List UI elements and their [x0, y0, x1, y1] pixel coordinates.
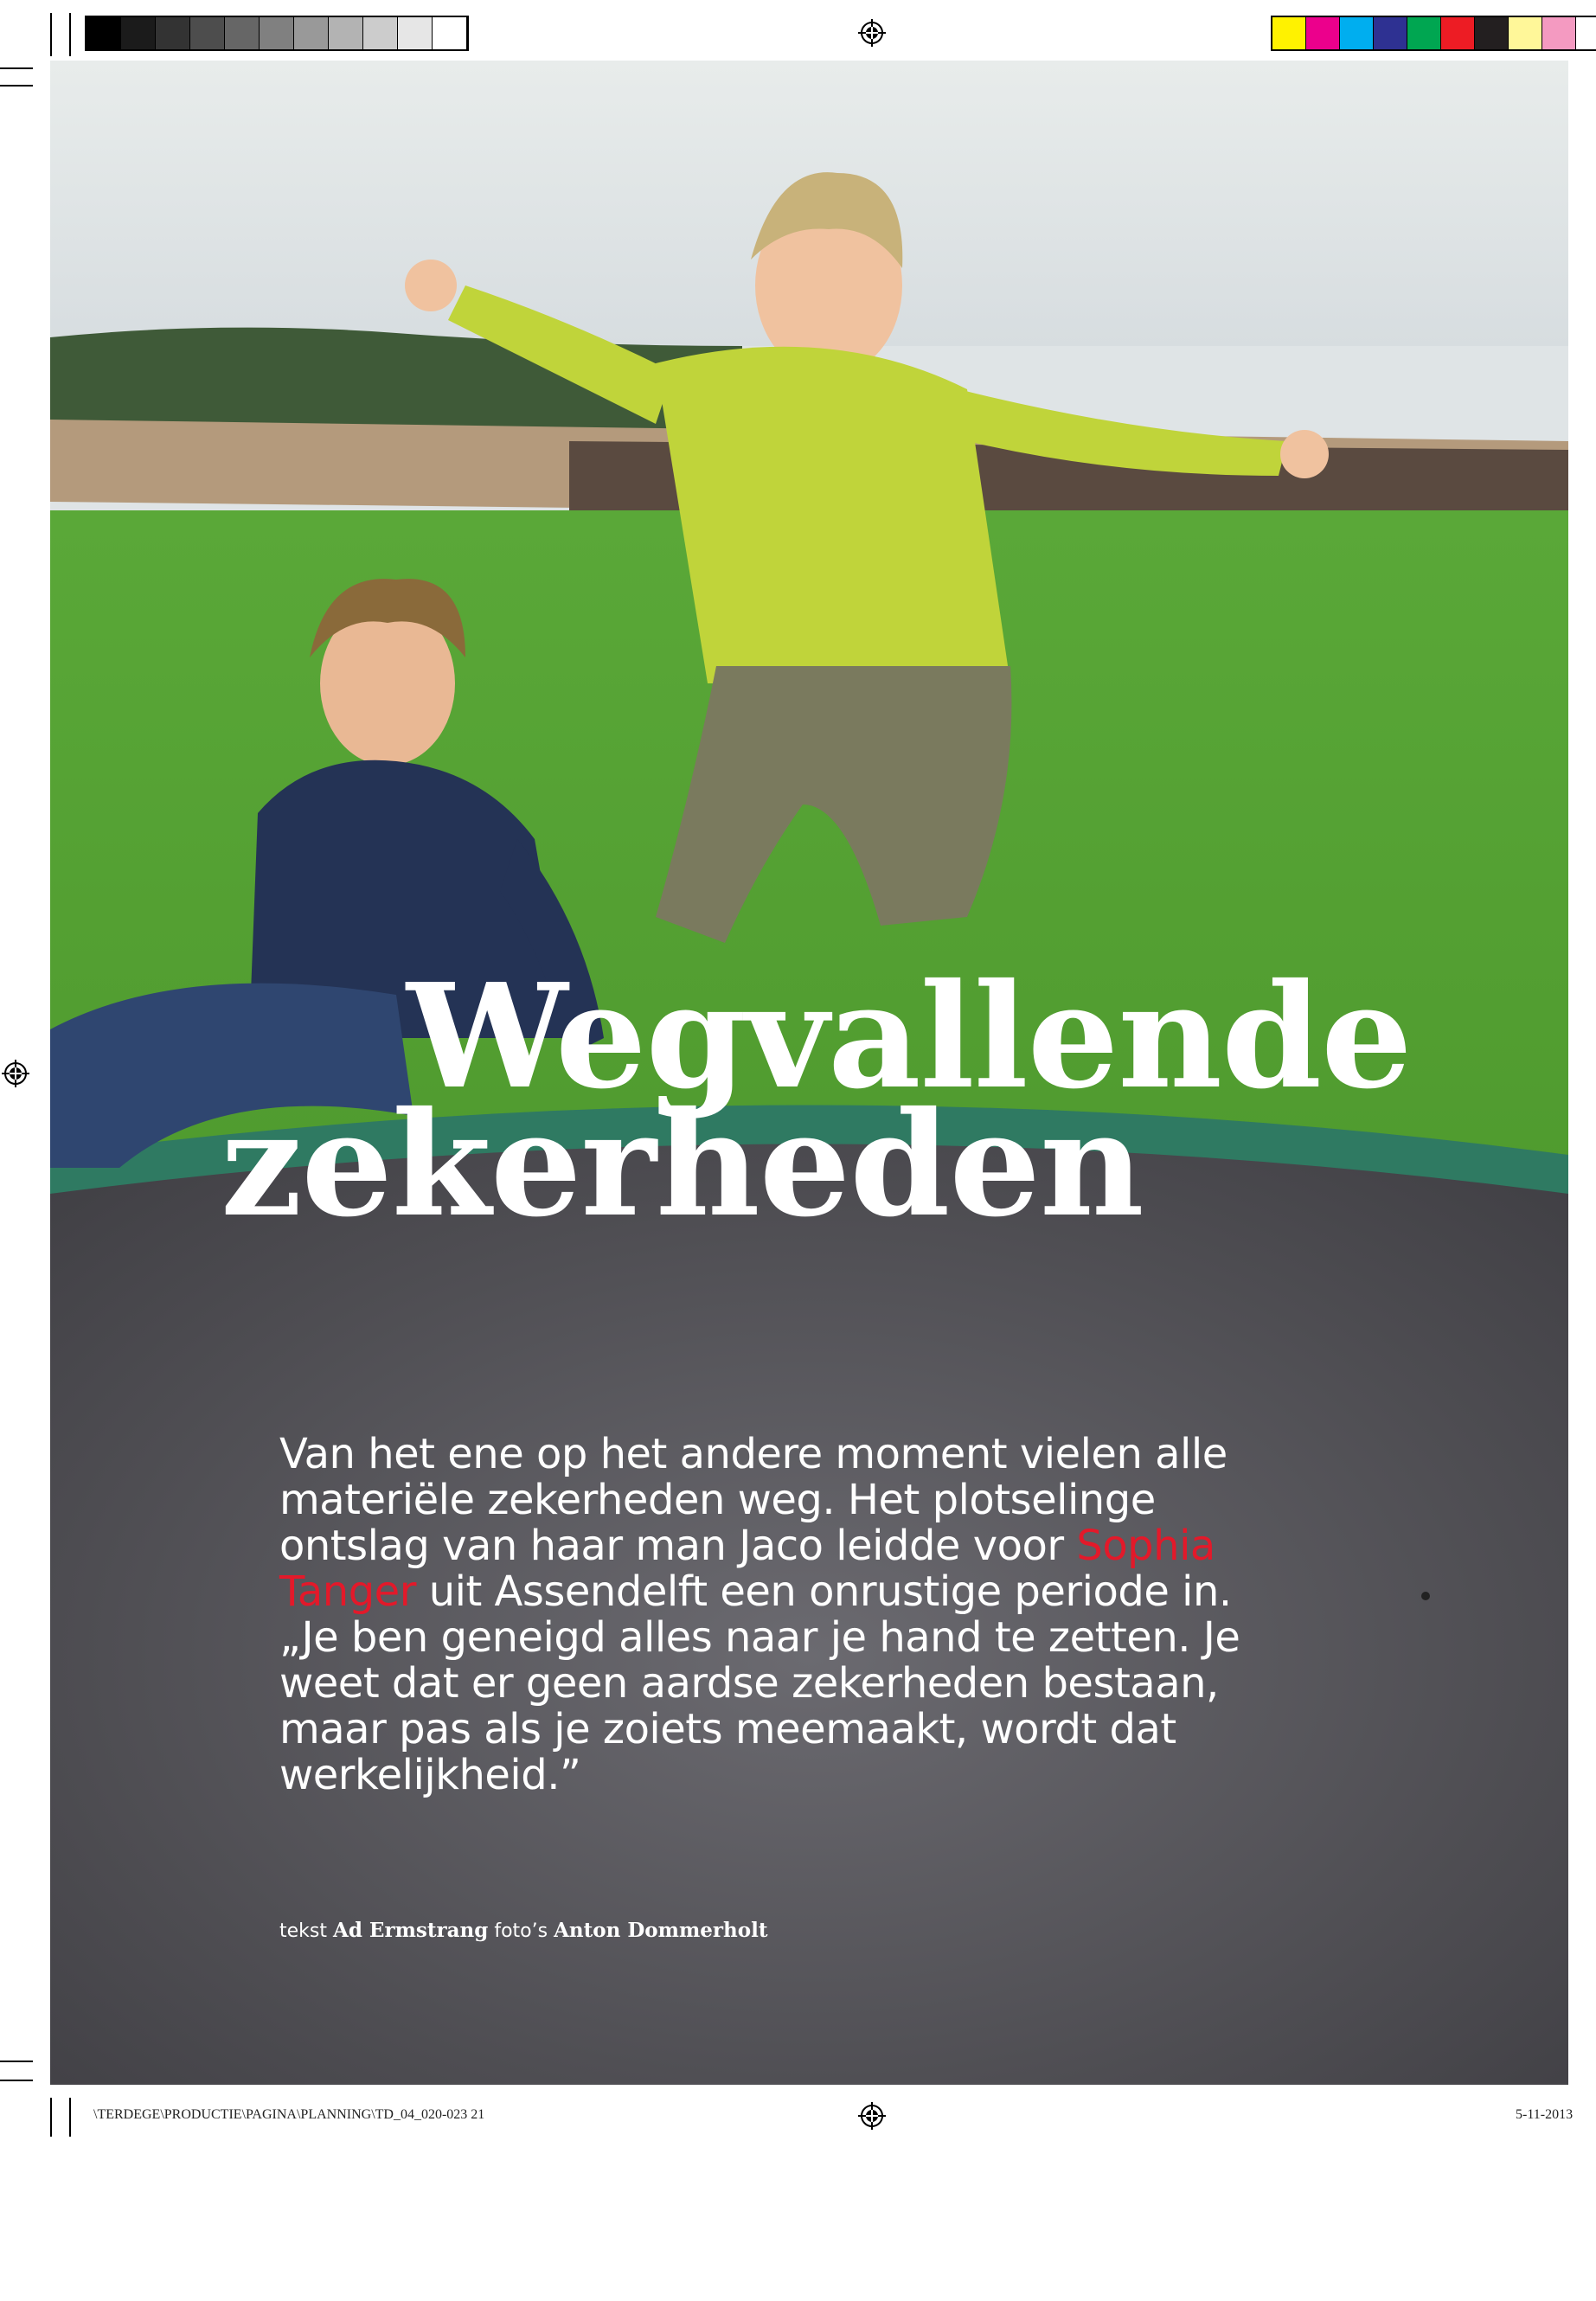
credit-text-label: tekst: [279, 1920, 327, 1942]
hero-photo: [50, 61, 1568, 2085]
grayscale-calibration-bar: [85, 16, 469, 51]
gray-swatch: [121, 17, 156, 49]
credit-text-name: Ad Ermstrang: [333, 1919, 489, 1942]
crop-mark: [0, 67, 33, 69]
gray-swatch: [329, 17, 363, 49]
color-swatch: [1542, 17, 1576, 49]
credit-photo-name: Anton Dommerholt: [554, 1919, 768, 1942]
footer-file-path: \TERDEGE\PRODUCTIE\PAGINA\PLANNING\TD_04_020-023 21: [93, 2107, 485, 2122]
gray-swatch: [225, 17, 260, 49]
color-swatch: [1306, 17, 1340, 49]
color-calibration-bar: [1271, 16, 1596, 51]
color-swatch: [1509, 17, 1542, 49]
article-title-line2: zekerheden: [221, 1080, 1144, 1249]
article-title-line1: Wegvallende: [407, 952, 1412, 1121]
gray-swatch: [294, 17, 329, 49]
crop-mark: [69, 2098, 71, 2137]
crop-mark: [0, 85, 33, 87]
color-swatch: [1374, 17, 1407, 49]
color-swatch: [1272, 17, 1306, 49]
gray-swatch: [363, 17, 398, 49]
intro-text: Van het ene op het andere moment vielen alle materiële zekerheden weg. Het plotselinge ontslag van haar man Jaco leidde voor: [279, 1430, 1227, 1570]
registration-mark-icon: [2, 1060, 29, 1087]
gray-swatch: [433, 17, 467, 49]
crop-mark: [69, 13, 71, 56]
color-swatch: [1407, 17, 1441, 49]
article-intro: [279, 1432, 1266, 1798]
crop-mark: [50, 13, 52, 56]
credit-photo-label: foto’s: [494, 1920, 548, 1942]
crop-mark: [50, 2098, 52, 2137]
color-swatch: [1340, 17, 1374, 49]
intro-person-name: Sophia Tanger: [279, 1522, 1215, 1616]
gray-swatch: [190, 17, 225, 49]
intro-text: uit Assendelft een onrustige periode in. „Je ben geneigd alles naar je hand te zetten. Je weet dat er geen aardse zekerheden bestaan, maar pas als je zoiets meemaakt, wordt dat werkelijkheid.”: [279, 1567, 1240, 1799]
article-credits: [279, 1919, 767, 1942]
gray-swatch: [260, 17, 294, 49]
gray-swatch: [87, 17, 121, 49]
registration-mark-icon: [858, 19, 886, 47]
color-swatch: [1475, 17, 1509, 49]
crop-mark: [0, 2080, 33, 2081]
gray-swatch: [398, 17, 433, 49]
footer-date: 5-11-2013: [1516, 2107, 1574, 2122]
color-swatch: [1576, 17, 1596, 49]
article-title: [221, 952, 1568, 1249]
registration-mark-icon: [858, 2102, 886, 2130]
color-swatch: [1441, 17, 1475, 49]
crop-mark: [0, 2061, 33, 2062]
gray-swatch: [156, 17, 190, 49]
